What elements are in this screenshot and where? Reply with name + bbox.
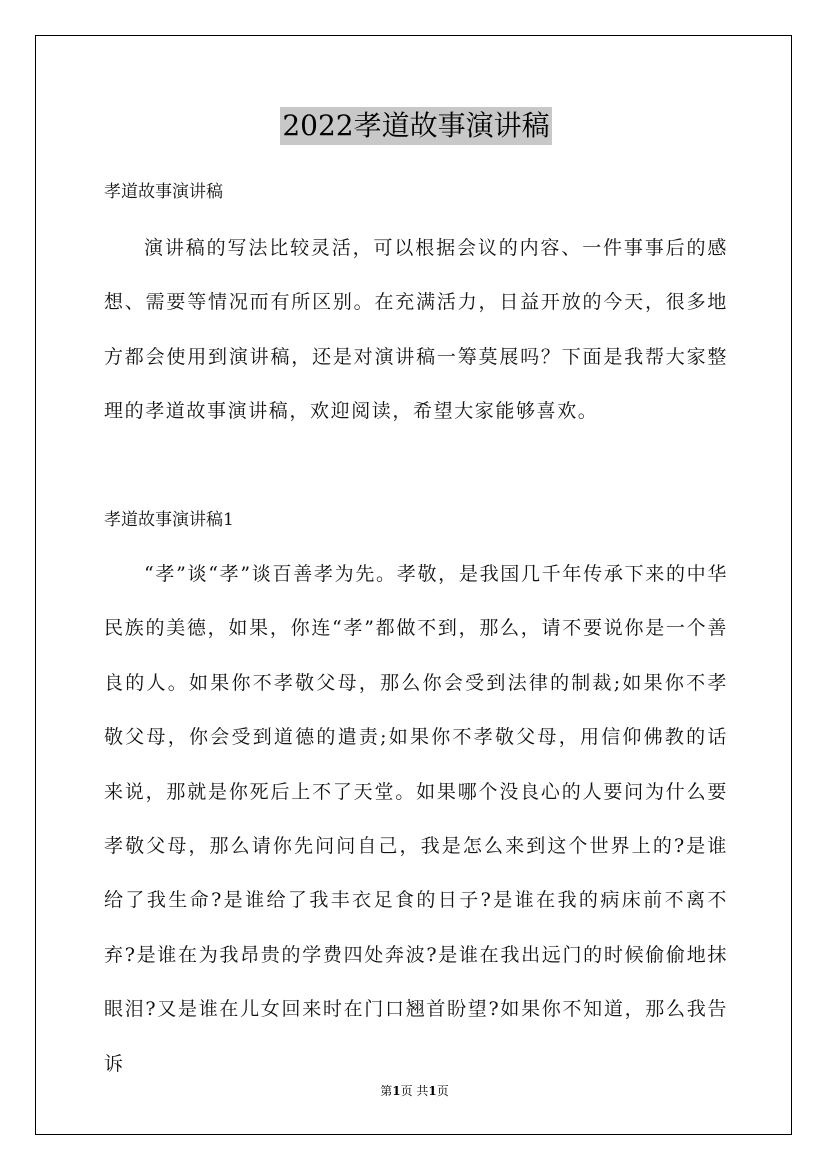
- footer-current-page: 1: [392, 1084, 401, 1098]
- page-footer: [36, 1083, 793, 1099]
- section-1-paragraph: “孝”谈“孝”谈百善孝为先。孝敬，是我国几千年传承下来的中华民族的美德，如果，你连“孝”都做不到，那么，请不要说你是一个善良的人。如果你不孝敬父母，那么你会受到法律的制裁;如果你不孝敬父母，你会受到道德的遣责;如果你不孝敬父母，用信仰佛教的话来说，那就是你死后上不了天堂。如果哪个没良心的人要问为什么要孝敬父母，那么请你先问问自己，我是怎么来到这个世界上的?是谁给了我生命?是谁给了我丰衣足食的日子?是谁在我的病床前不离不弃?是谁在为我昂贵的学费四处奔波?是谁在我出远门的时候偷偷地抹眼泪?又是谁在儿女回来时在门口翘首盼望?如果你不知道，那么我告诉: [104, 563, 728, 1075]
- intro-paragraph: 演讲稿的写法比较灵活，可以根据会议的内容、一件事事后的感想、需要等情况而有所区别。在充满活力，日益开放的今天，很多地方都会使用到演讲稿，还是对演讲稿一筹莫展吗？下面是我帮大家整理的孝道故事演讲稿，欢迎阅读，希望大家能够喜欢。: [104, 237, 728, 423]
- document-title-text: 2022孝道故事演讲稿: [280, 107, 551, 145]
- footer-mid: 页 共: [400, 1084, 429, 1098]
- footer-total-pages: 1: [428, 1084, 437, 1098]
- footer-suffix: 页: [436, 1084, 449, 1098]
- document-title: [104, 106, 728, 145]
- footer-prefix: 第: [380, 1084, 393, 1098]
- page-frame: [35, 35, 792, 1135]
- intro-subheading: 孝道故事演讲稿: [104, 182, 223, 202]
- section-1-subheading: 孝道故事演讲稿1: [104, 510, 234, 530]
